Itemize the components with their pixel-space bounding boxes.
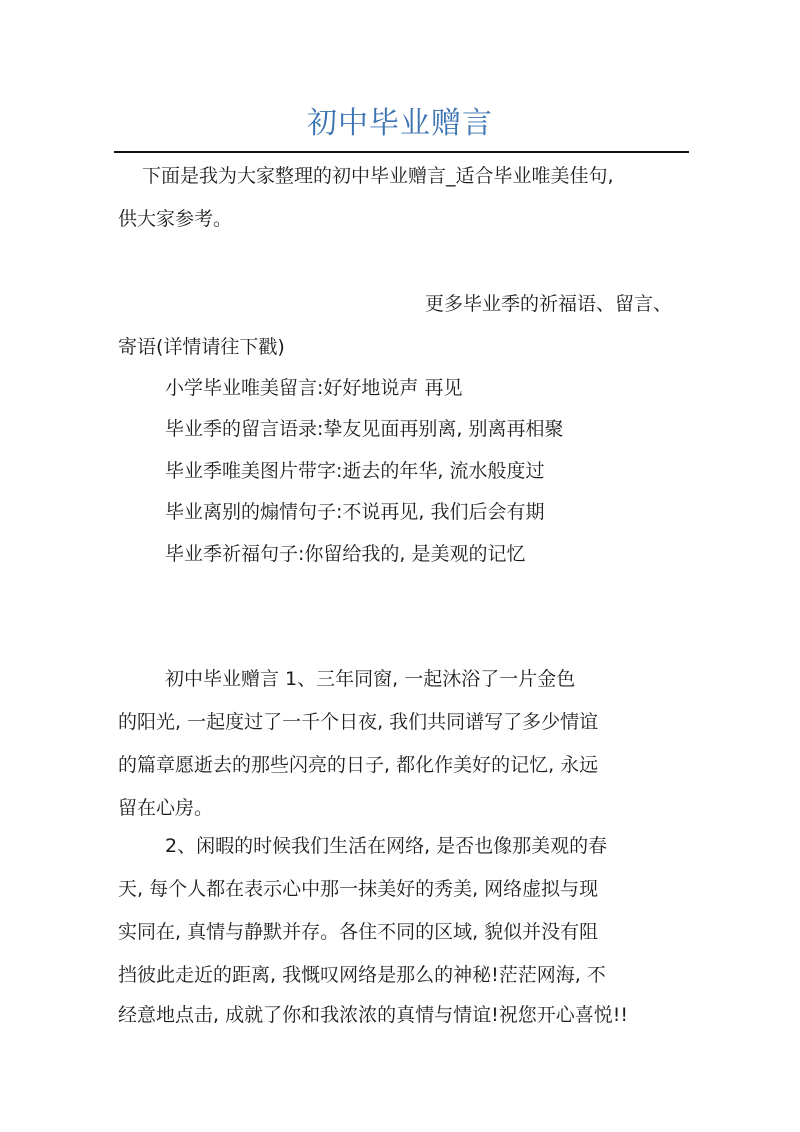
more-line-1: 更多毕业季的祈福语、留言、: [425, 293, 673, 315]
link-item[interactable]: 毕业季的留言语录:挚友见面再别离, 别离再相聚: [165, 418, 564, 440]
paragraph-1-line: 的篇章愿逝去的那些闪亮的日子, 都化作美好的记忆, 永远: [118, 754, 599, 776]
page-title: 初中毕业赠言: [307, 106, 493, 141]
paragraph-2-line: 天, 每个人都在表示心中那一抹美好的秀美, 网络虚拟与现: [118, 878, 599, 900]
paragraph-1-line: 初中毕业赠言 1、三年同窗, 一起沐浴了一片金色: [165, 668, 576, 690]
title-divider: [114, 151, 689, 153]
paragraph-2-line: 挡彼此走近的距离, 我慨叹网络是那么的神秘!茫茫网海, 不: [118, 964, 606, 986]
link-item[interactable]: 毕业离别的煽情句子:不说再见, 我们后会有期: [165, 501, 545, 523]
intro-line-2: 供大家参考。: [118, 208, 233, 230]
paragraph-1-line: 的阳光, 一起度过了一千个日夜, 我们共同谱写了多少情谊: [118, 711, 599, 733]
more-line-2: 寄语(详情请往下戳): [118, 336, 285, 358]
paragraph-2-line: 经意地点击, 成就了你和我浓浓的真情与情谊!祝您开心喜悦!!: [118, 1004, 628, 1026]
link-item[interactable]: 小学毕业唯美留言:好好地说声 再见: [165, 377, 463, 399]
link-item[interactable]: 毕业季祈福句子:你留给我的, 是美观的记忆: [165, 543, 526, 565]
link-item[interactable]: 毕业季唯美图片带字:逝去的年华, 流水般度过: [165, 460, 545, 482]
intro-line-1: 下面是我为大家整理的初中毕业赠言_适合毕业唯美佳句,: [142, 165, 614, 187]
paragraph-2-line: 实同在, 真情与静默并存。各住不同的区域, 貌似并没有阻: [118, 921, 599, 943]
paragraph-1-line: 留在心房。: [118, 797, 214, 819]
paragraph-2-line: 2、闲暇的时候我们生活在网络, 是否也像那美观的春: [165, 835, 608, 857]
